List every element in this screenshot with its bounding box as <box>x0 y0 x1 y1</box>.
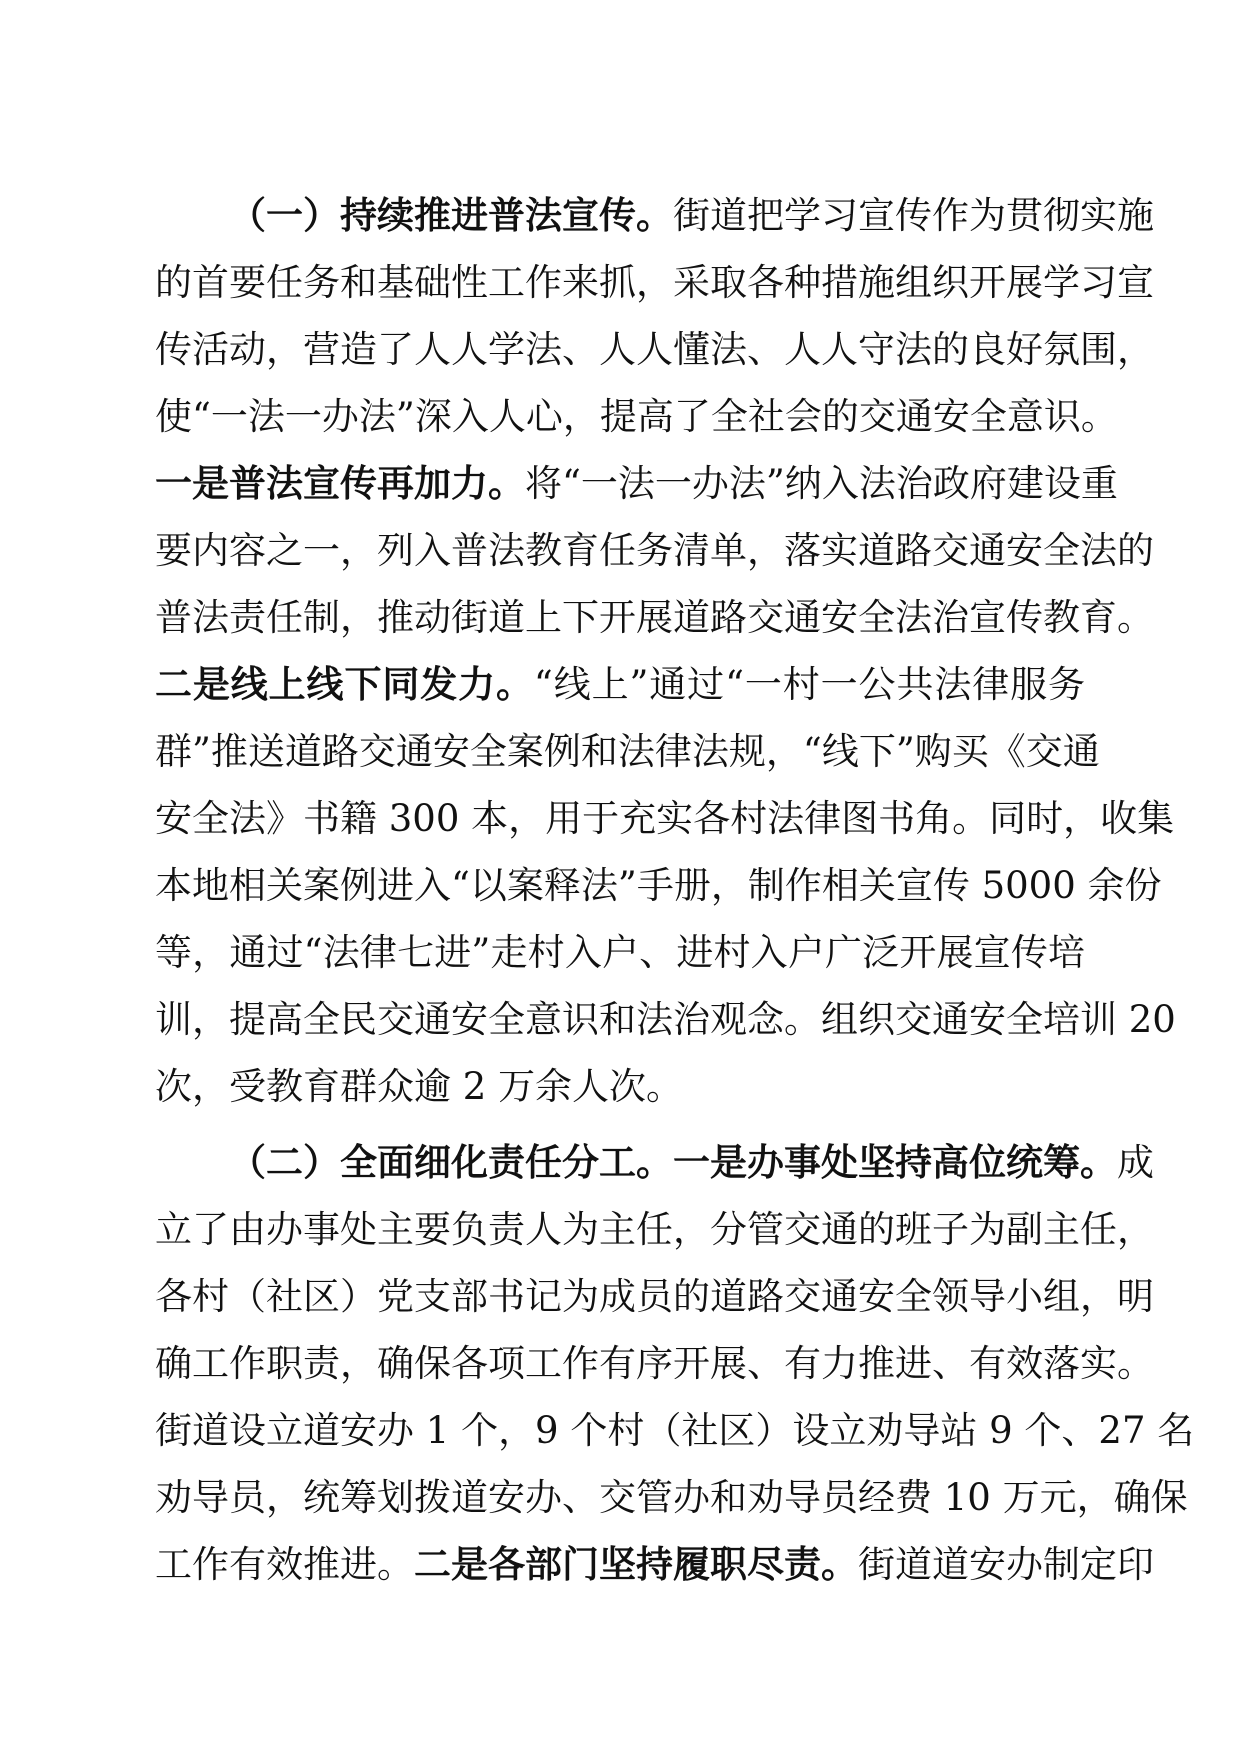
text-line <box>155 1263 1154 1330</box>
line-text: “线上”通过“一村一公共法律服务 <box>533 663 1086 706</box>
text-line <box>155 785 1175 852</box>
text-line <box>155 1464 1188 1531</box>
line-text: 立了由办事处主要负责人为主任，分管交通的班子为副主任， <box>155 1208 1154 1251</box>
text-line <box>155 1330 1154 1397</box>
text-line <box>155 986 1176 1053</box>
document-body <box>155 182 1195 1598</box>
line-text: 本地相关案例进入“以案释法”手册，制作相关宣传 5000 余份 <box>155 864 1162 907</box>
line-text: 安全法》书籍 300 本，用于充实各村法律图书角。同时，收集 <box>155 797 1175 840</box>
line-text: 工作有效推进。 <box>155 1543 414 1586</box>
section-heading: （二）全面细化责任分工。一是办事处坚持高位统筹。 <box>229 1140 1117 1184</box>
line-text: 各村（社区）党支部书记为成员的道路交通安全领导小组，明 <box>155 1275 1154 1318</box>
paragraph-spacer <box>155 1120 1085 1129</box>
line-text: 确工作职责，确保各项工作有序开展、有力推进、有效落实。 <box>155 1342 1154 1385</box>
line-text: 普法责任制，推动街道上下开展道路交通安全法治宣传教育。 <box>155 596 1154 639</box>
text-line <box>155 718 1100 785</box>
text-line <box>155 450 1118 517</box>
text-line <box>155 1531 1154 1598</box>
line-text: 群”推送道路交通安全案例和法律法规，“线下”购买《交通 <box>155 730 1100 773</box>
text-line <box>155 383 1118 450</box>
text-line <box>155 517 1154 584</box>
text-line <box>155 919 1085 986</box>
text-line <box>155 651 1085 718</box>
text-line <box>155 1053 1085 1120</box>
text-line <box>155 1397 1195 1464</box>
point-heading: 二是线上线下同发力。 <box>155 662 534 706</box>
line-text: 次，受教育群众逾 2 万余人次。 <box>155 1065 684 1108</box>
line-text: 的首要任务和基础性工作来抓，采取各种措施组织开展学习宣 <box>155 261 1154 304</box>
line-text: 街道道安办制定印 <box>858 1543 1154 1586</box>
line-text: 将“一法一办法”纳入法治政府建设重 <box>525 462 1118 505</box>
text-line <box>155 852 1162 919</box>
text-line <box>155 584 1154 651</box>
line-text: 训，提高全民交通安全意识和法治观念。组织交通安全培训 20 <box>155 998 1176 1041</box>
line-text: 要内容之一，列入普法教育任务清单，落实道路交通安全法的 <box>155 529 1154 572</box>
line-text: 劝导员，统筹划拨道安办、交管办和劝导员经费 10 万元，确保 <box>155 1476 1188 1519</box>
line-text: 街道把学习宣传作为贯彻实施 <box>673 194 1154 237</box>
point-heading: 二是各部门坚持履职尽责。 <box>414 1542 858 1586</box>
line-text: 等，通过“法律七进”走村入户、进村入户广泛开展宣传培 <box>155 931 1085 974</box>
section-heading: （一）持续推进普法宣传。 <box>229 193 673 237</box>
line-text: 使“一法一办法”深入人心，提高了全社会的交通安全意识。 <box>155 395 1118 438</box>
text-line <box>155 1196 1154 1263</box>
line-text: 传活动，营造了人人学法、人人懂法、人人守法的良好氛围， <box>155 328 1154 371</box>
text-line <box>155 182 1154 249</box>
line-text: 街道设立道安办 1 个，9 个村（社区）设立劝导站 9 个、27 名 <box>155 1409 1195 1452</box>
text-line <box>155 249 1154 316</box>
text-line <box>155 1129 1154 1196</box>
text-line <box>155 316 1154 383</box>
point-heading: 一是普法宣传再加力。 <box>155 461 525 505</box>
line-text: 成 <box>1117 1141 1154 1184</box>
